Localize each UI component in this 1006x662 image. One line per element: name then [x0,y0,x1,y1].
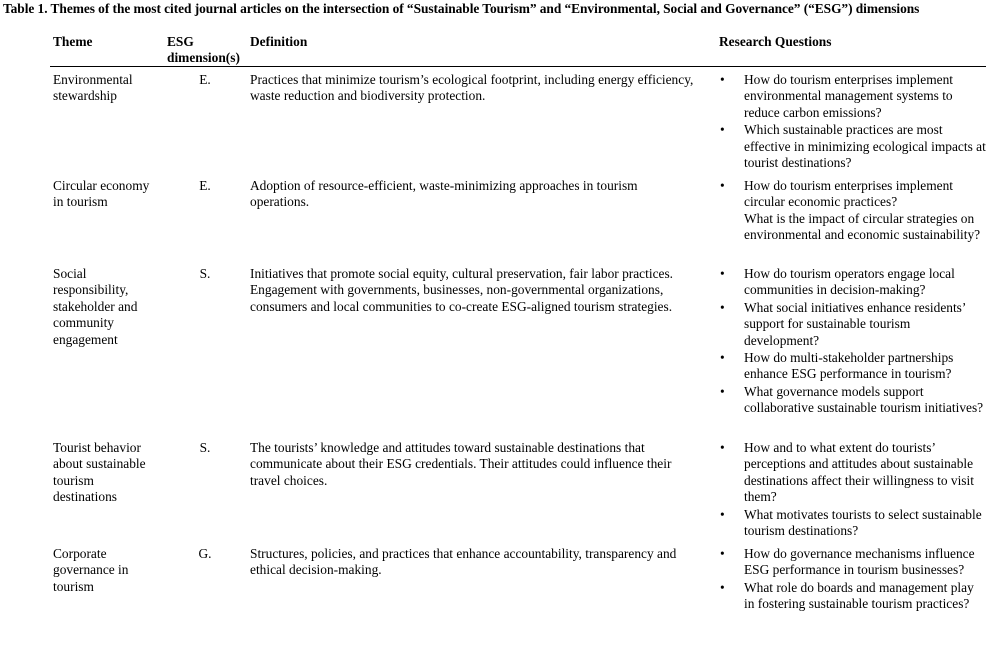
bullet-icon: • [720,383,725,399]
esg-cell: E. [199,72,211,87]
bullet-icon: • [720,506,725,522]
research-question: • How do multi-stakeholder partnerships enhance ESG performance in tourism? [720,350,954,382]
header-esg-line2: dimension(s) [167,50,240,66]
esg-cell: G. [198,546,212,561]
theme-cell: Circular economy in tourism [53,178,150,210]
themes-table [50,33,986,612]
research-question: • What social initiatives enhance residents’ support for sustainable tourism development? [720,299,966,348]
bullet-icon: • [720,579,725,595]
research-questions-cell [720,546,986,614]
definition-cell: Practices that minimize tourism’s ecological footprint, including energy efficiency, waste reduction and biodiversity protection. [250,72,694,104]
research-questions-cell [720,440,986,540]
header-research-questions: Research Questions [719,34,832,49]
header-theme: Theme [53,34,93,49]
esg-cell: S. [199,440,211,455]
bullet-icon: • [720,178,725,193]
research-question: • How do governance mechanisms influence ESG performance in tourism businesses? [720,546,975,578]
research-question: • What motivates tourists to select sustainable tourism destinations? [720,506,982,539]
definition-cell: The tourists’ knowledge and attitudes toward sustainable destinations that communicate about their ESG credentials. Their attitudes could influence their travel choices. [250,440,672,488]
table-header-row [50,33,986,67]
header-definition: Definition [250,34,308,49]
definition-cell: Initiatives that promote social equity, cultural preservation, fair labor practices. Engagement with governments, businesses, non-governmental organizations, consumers and local communities to co-create ESG-aligned tourism strategies. [250,266,674,314]
esg-cell: S. [199,266,211,281]
research-question: • How and to what extent do tourists’ perceptions and attitudes about sustainable destinations affect their willingness to visit them? [720,440,974,505]
theme-cell: Social responsibility, stakeholder and community engagement [53,266,138,347]
bullet-icon: • [720,440,725,455]
esg-cell: E. [199,178,211,193]
theme-cell: Corporate governance in tourism [53,546,129,594]
bullet-icon: • [720,122,725,138]
research-question: • What role do boards and management play in fostering sustainable tourism practices? [720,579,974,612]
header-esg-dimension [167,34,247,67]
research-questions-cell [720,266,986,418]
bullet-icon: • [720,546,725,561]
research-question: • What governance models support collaborative sustainable tourism initiatives? [720,383,984,416]
definition-cell: Adoption of resource-efficient, waste-minimizing approaches in tourism operations. [250,178,638,210]
research-question: What is the impact of circular strategies on environmental and economic sustainability? [744,210,981,243]
table-caption: Table 1. Themes of the most cited journal articles on the intersection of “Sustainable Tourism” and “Environmental, Social and Governance” (“ESG”) dimensions [3,1,920,16]
research-question: • How do tourism enterprises implement circular economic practices? [720,178,954,210]
bullet-icon: • [720,299,725,315]
research-questions-cell [720,72,986,172]
header-esg-line1: ESG [167,34,194,49]
research-question: • How do tourism operators engage local communities in decision-making? [720,266,955,298]
research-question: • How do tourism enterprises implement environmental management systems to reduce carbon emissions? [720,72,954,120]
definition-cell: Structures, policies, and practices that enhance accountability, transparency and ethical decision-making. [250,546,677,578]
theme-cell: Environmental stewardship [53,72,133,104]
bullet-icon: • [720,72,725,87]
research-question: • Which sustainable practices are most effective in minimizing ecological impacts at tourist destinations? [720,122,986,171]
bullet-icon: • [720,266,725,281]
bullet-icon: • [720,350,725,366]
research-questions-cell [720,178,986,245]
theme-cell: Tourist behavior about sustainable tourism destinations [53,440,146,505]
